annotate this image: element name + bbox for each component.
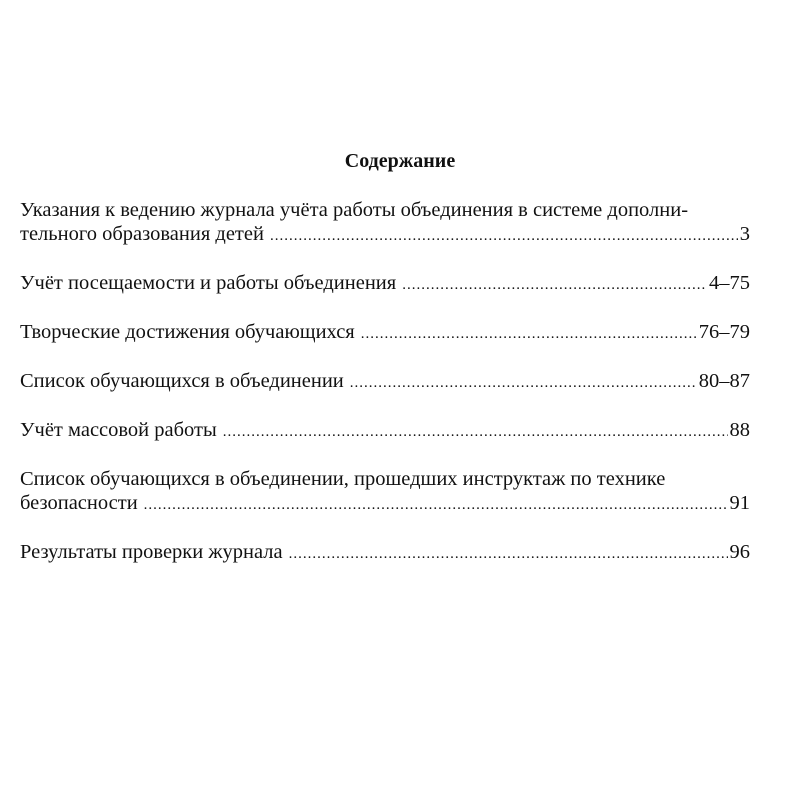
toc-entry-text: тельного образования детей <box>20 223 264 245</box>
toc-page-number: 76–79 <box>698 321 750 343</box>
toc-page-number: 3 <box>739 223 750 245</box>
toc-entry <box>20 320 750 344</box>
toc-entry <box>20 418 750 442</box>
toc-entry-text: Список обучающихся в объединении, прошедших инструктаж по технике <box>20 468 666 490</box>
toc-entry <box>20 467 750 515</box>
toc-page-number: 96 <box>729 541 750 563</box>
toc-entry <box>20 198 750 246</box>
toc-entry-text: безопасности <box>20 492 138 514</box>
dot-leader <box>361 320 697 346</box>
toc-page-number: 80–87 <box>698 370 750 392</box>
toc-entry-text: Список обучающихся в объединении <box>20 370 344 392</box>
dot-leader <box>289 540 728 566</box>
toc-entry-text: Указания к ведению журнала учёта работы объединения в системе дополни- <box>20 199 689 221</box>
toc-page-number: 88 <box>729 419 750 441</box>
dot-leader <box>270 222 738 248</box>
toc-page-number: 91 <box>729 492 750 514</box>
dot-leader <box>350 369 697 395</box>
toc-page-number: 4–75 <box>709 272 750 294</box>
toc-entry <box>20 369 750 393</box>
toc-entry-text: Результаты проверки журнала <box>20 541 283 563</box>
dot-leader <box>402 271 707 297</box>
toc-entry-text: Учёт посещаемости и работы объединения <box>20 272 397 294</box>
page-title: Содержание <box>344 150 456 172</box>
toc-entry-text: Учёт массовой работы <box>20 419 217 441</box>
dot-leader <box>144 491 728 517</box>
table-of-contents <box>20 198 750 589</box>
toc-entry <box>20 271 750 295</box>
toc-entry-text: Творческие достижения обучающихся <box>20 321 355 343</box>
dot-leader <box>223 418 728 444</box>
toc-entry <box>20 540 750 564</box>
